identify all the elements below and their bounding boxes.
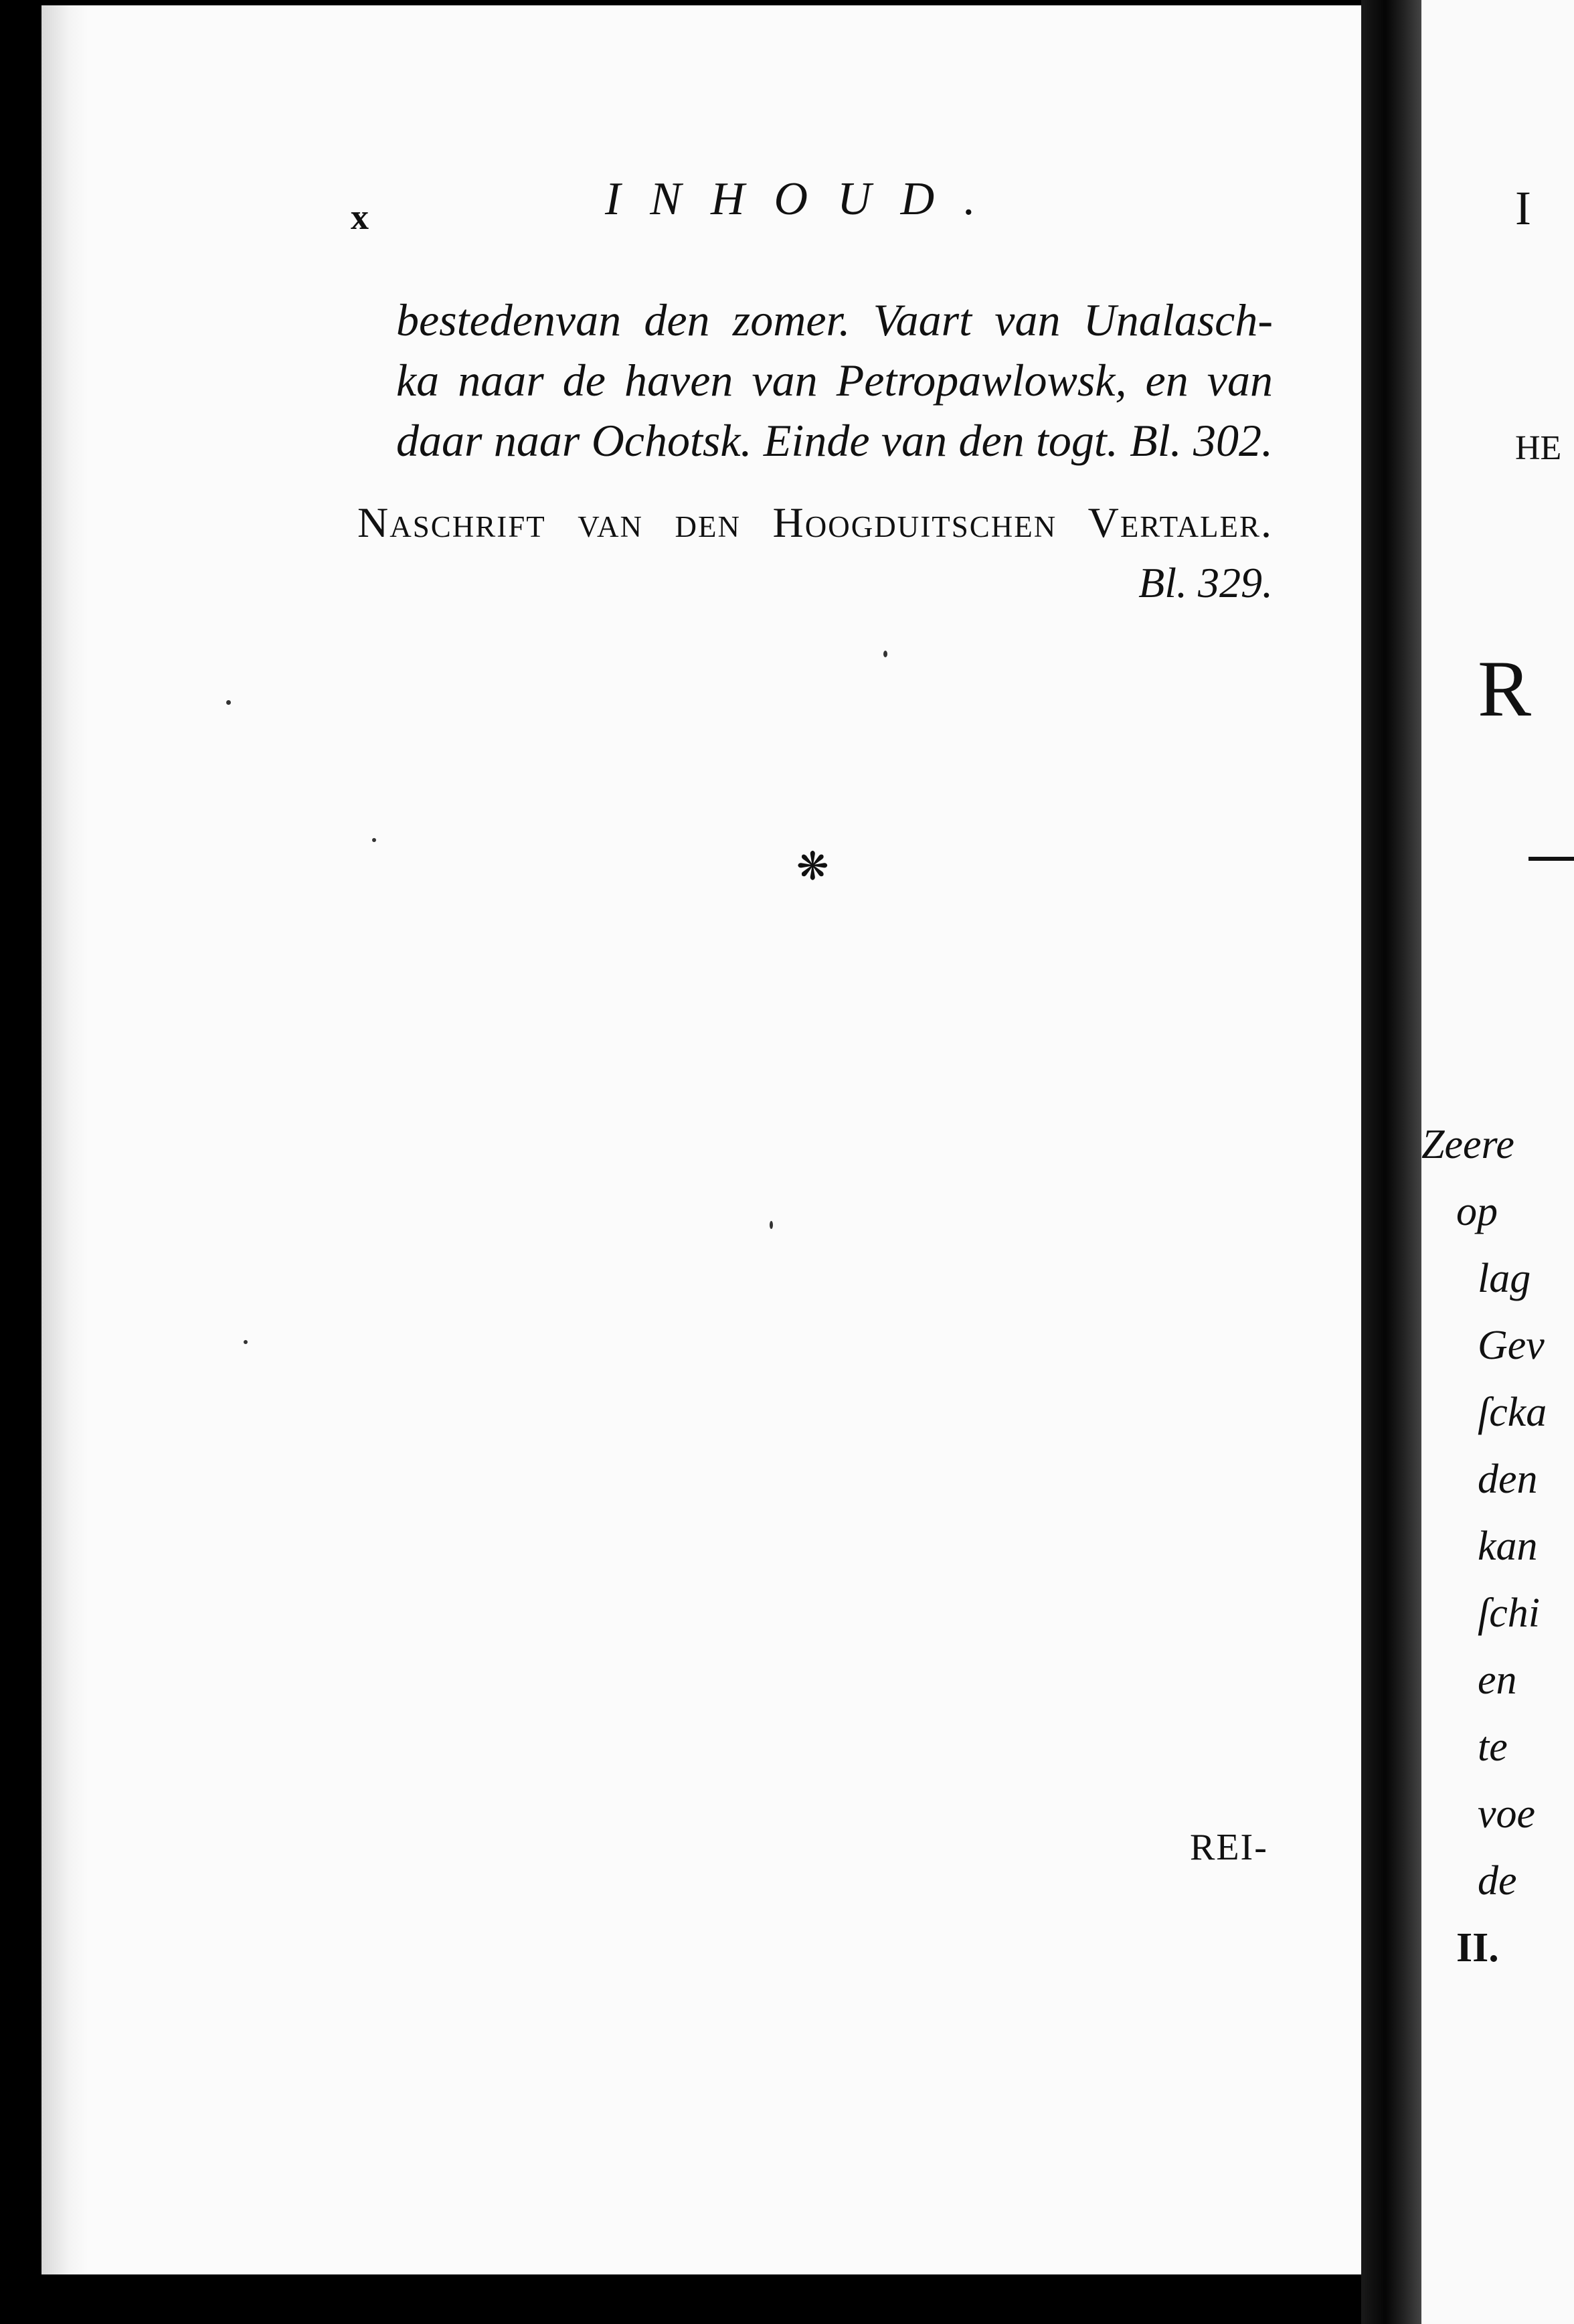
- page-number: x: [351, 197, 369, 237]
- right-page-head: I: [1515, 181, 1531, 235]
- entry-line: bestedenvan den zomer. Vaart van Unalasch-: [396, 295, 1273, 345]
- paper-speck: [883, 651, 887, 657]
- text-fragment: Zeere: [1421, 1122, 1514, 1167]
- page-edge-shadow: [41, 5, 88, 2274]
- running-head: INHOUD.: [605, 173, 1005, 225]
- text-fragment: den: [1478, 1457, 1538, 1502]
- text-fragment: ſchi: [1478, 1590, 1540, 1636]
- text-fragment: Gev: [1478, 1323, 1545, 1368]
- text-fragment: en: [1478, 1657, 1517, 1703]
- left-page: [41, 5, 1361, 2274]
- paper-speck: [244, 1340, 248, 1344]
- postscript-title: Naschrift van den Hoogduitschen Vertaler.: [357, 499, 1273, 546]
- paper-speck: [372, 838, 376, 842]
- drop-capital: R: [1478, 644, 1532, 733]
- text-fragment: de: [1478, 1858, 1517, 1904]
- text-fragment: lag: [1478, 1256, 1531, 1301]
- postscript-entry: [357, 493, 1273, 613]
- text-fragment: voe: [1478, 1791, 1536, 1837]
- text-fragment: ſcka: [1478, 1390, 1547, 1435]
- right-page-text: [1421, 1111, 1547, 1981]
- ornament-icon: ❋: [796, 845, 829, 888]
- right-page-heading-fragment: HE: [1515, 429, 1562, 467]
- contents-entry: [396, 290, 1273, 471]
- text-fragment: II.: [1456, 1925, 1499, 1971]
- postscript-page-reference: Bl. 329.: [1138, 559, 1273, 606]
- rule-divider: [1528, 857, 1574, 861]
- catchword: REI-: [1190, 1827, 1268, 1868]
- paper-speck: [770, 1221, 773, 1229]
- book-gutter: [1361, 0, 1421, 2324]
- entry-line: ka naar de haven van Petropawlowsk, en van: [396, 355, 1273, 406]
- text-fragment: op: [1456, 1189, 1498, 1234]
- text-fragment: kan: [1478, 1523, 1538, 1569]
- text-fragment: te: [1478, 1724, 1508, 1770]
- entry-line: daar naar Ochotsk. Einde van den togt. Bl. 302.: [396, 415, 1273, 466]
- right-page: [1421, 0, 1574, 2324]
- paper-speck: [226, 700, 231, 705]
